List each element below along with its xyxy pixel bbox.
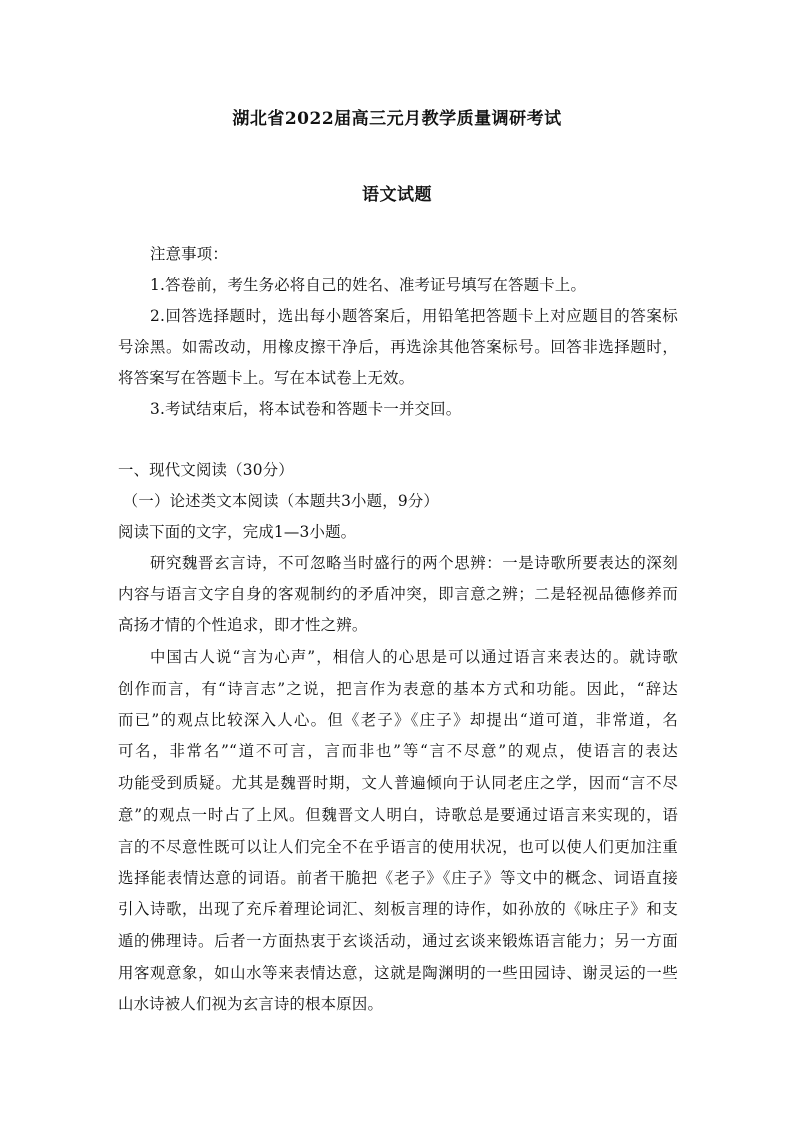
notice-item-2: 2.回答选择题时，选出每小题答案后，用铅笔把答题卡上对应题目的答案标 [150,307,678,325]
paragraph-line: 内容与语言文字自身的客观制约的矛盾冲突，即言意之辨；二是轻视品德修养而 [118,585,678,603]
paragraph-line: 中国古人说“言为心声”，相信人的心思是可以通过语言来表达的。就诗歌 [150,648,678,666]
paragraph-line: 遁的佛理诗。后者一方面热衷于玄谈活动，通过玄谈来锻炼语言能力；另一方面 [118,932,678,950]
subsection-heading: （一）论述类文本阅读（本题共3小题，9分） [122,492,440,510]
notice-item-3: 3.考试结束后，将本试卷和答题卡一并交回。 [150,400,462,418]
paragraph-line: 高扬才情的个性追求，即才性之辨。 [118,616,368,634]
notice-item-2-cont: 号涂黑。如需改动，用橡皮擦干净后，再选涂其他答案标号。回答非选择题时， [118,338,678,356]
notice-heading: 注意事项： [150,245,228,263]
paragraph-line: 研究魏晋玄言诗，不可忽略当时盛行的两个思辨：一是诗歌所要表达的深刻 [150,554,678,572]
subject-title: 语文试题 [362,185,432,205]
paragraph-line: 创作而言，有“诗言志”之说，把言作为表意的基本方式和功能。因此，“辞达 [118,680,678,698]
paragraph-line: 功能受到质疑。尤其是魏晋时期，文人普遍倾向于认同老庄之学，因而“言不尽 [118,774,678,792]
exam-title: 湖北省2022届高三元月教学质量调研考试 [232,109,562,129]
notice-item-1: 1.答卷前，考生务必将自己的姓名、准考证号填写在答题卡上。 [150,276,587,294]
paragraph-line: 意”的观点一时占了上风。但魏晋文人明白，诗歌总是要通过语言来实现的，语 [118,806,678,824]
section-heading: 一、现代文阅读（30分） [118,461,294,479]
paragraph-line: 可名，非常名”“道不可言，言而非也”等“言不尽意”的观点，使语言的表达 [118,742,678,760]
paragraph-line: 用客观意象，如山水等来表情达意，这就是陶渊明的一些田园诗、谢灵运的一些 [118,964,678,982]
paragraph-line: 言的不尽意性既可以让人们完全不在乎语言的使用状况，也可以使人们更加注重 [118,838,678,856]
reading-instruction: 阅读下面的文字，完成1—3小题。 [118,523,357,541]
paragraph-line: 山水诗被人们视为玄言诗的根本原因。 [118,995,384,1013]
notice-item-2-cont: 将答案写在答题卡上。写在本试卷上无效。 [118,369,415,387]
paragraph-line: 引入诗歌，出现了充斥着理论词汇、刻板言理的诗作，如孙放的《咏庄子》和支 [118,900,678,918]
paragraph-line: 选择能表情达意的词语。前者干脆把《老子》《庄子》等文中的概念、词语直接 [118,869,678,887]
paragraph-line: 而已”的观点比较深入人心。但《老子》《庄子》却提出“道可道，非常道，名 [118,711,678,729]
